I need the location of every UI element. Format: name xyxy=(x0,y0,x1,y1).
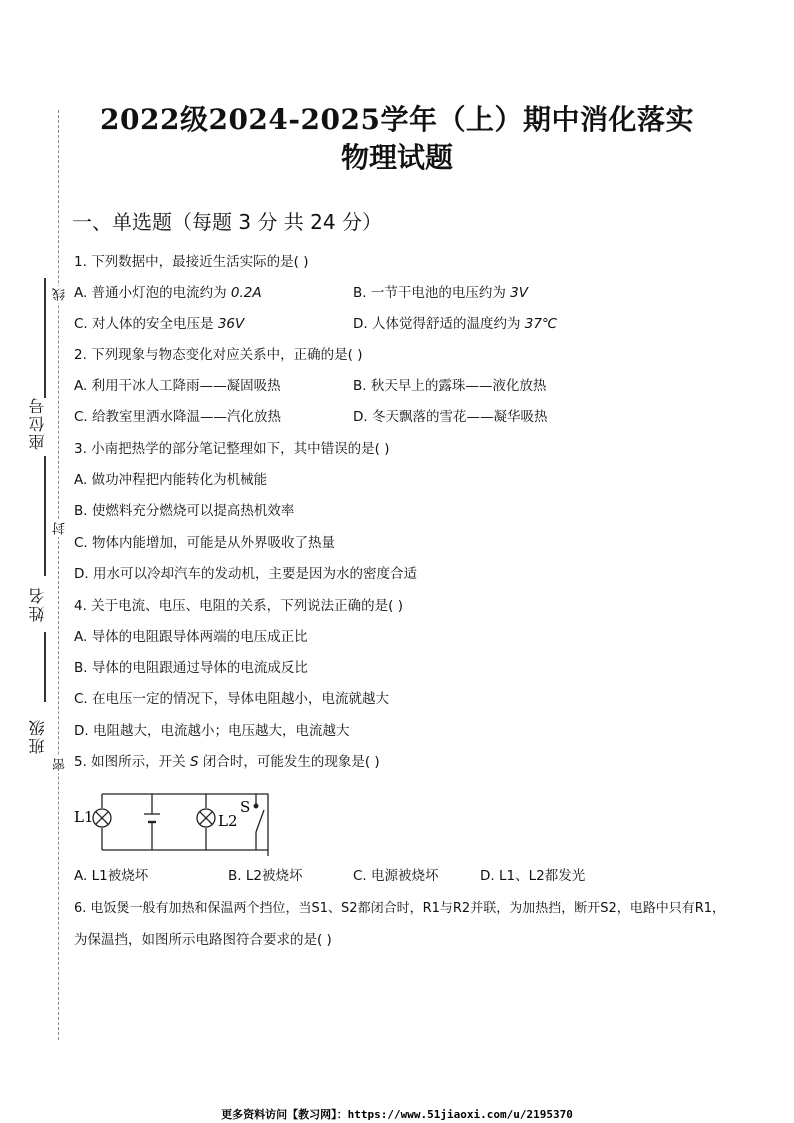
margin-mark-secret: 密 xyxy=(53,758,68,771)
q5-option-d: D. L1、L2都发光 xyxy=(480,868,586,884)
q1-option-c: C. 对人体的安全电压是 36V xyxy=(74,316,245,332)
q5-stem: 5. 如图所示，开关 S 闭合时，可能发生的现象是( ) xyxy=(74,754,380,770)
q4-option-d: D. 电阻越大，电流越小；电压越大，电流越大 xyxy=(74,723,350,739)
q6-stem-line2: 为保温挡，如图所示电路图符合要求的是( ) xyxy=(74,932,332,948)
q5-option-a: A. L1被烧坏 xyxy=(74,868,149,884)
q3-option-a: A. 做功冲程把内能转化为机械能 xyxy=(74,472,268,488)
q5-option-b: B. L2被烧坏 xyxy=(228,868,303,884)
circuit-label-l1: L1 xyxy=(74,808,94,826)
exam-title: 2022级2024-2025学年（上）期中消化落实 xyxy=(100,103,694,136)
circuit-label-l2: L2 xyxy=(218,812,238,830)
q3-option-b: B. 使燃料充分燃烧可以提高热机效率 xyxy=(74,503,295,519)
margin-rule-top xyxy=(44,278,46,398)
class-label: 班级 xyxy=(28,718,47,754)
q3-option-c: C. 物体内能增加，可能是从外界吸收了热量 xyxy=(74,535,336,551)
footer-link[interactable]: 更多资料访问【教习网】：https://www.51jiaoxi.com/u/2195370 xyxy=(221,1108,573,1121)
binding-dashed-line xyxy=(58,110,59,1040)
seat-number-label: 座位号 xyxy=(28,396,47,450)
q1-option-b: B. 一节干电池的电压约为 3V xyxy=(353,285,528,301)
q2-option-c: C. 给教室里洒水降温——汽化放热 xyxy=(74,409,282,425)
q4-option-a: A. 导体的电阻跟导体两端的电压成正比 xyxy=(74,629,308,645)
q2-stem: 2. 下列现象与物态变化对应关系中，正确的是( ) xyxy=(74,347,363,363)
q5-option-c: C. 电源被烧坏 xyxy=(353,868,439,884)
q4-option-c: C. 在电压一定的情况下，导体电阻越小，电流就越大 xyxy=(74,691,390,707)
q6-stem-line1: 6. 电饭煲一般有加热和保温两个挡位，当S1、S2都闭合时，R1与R2并联，为加热挡，断开S2，电路中只有R1， xyxy=(74,901,726,916)
margin-mark-line: 线 xyxy=(53,288,68,301)
q2-option-b: B. 秋天早上的露珠——液化放热 xyxy=(353,378,547,394)
q1-option-a: A. 普通小灯泡的电流约为 0.2A xyxy=(74,285,262,301)
exam-subtitle: 物理试题 xyxy=(340,141,453,174)
margin-mark-seal: 封 xyxy=(53,522,68,535)
q1-option-d: D. 人体觉得舒适的温度约为 37℃ xyxy=(353,316,558,332)
q2-option-a: A. 利用干冰人工降雨——凝固吸热 xyxy=(74,378,281,394)
q4-stem: 4. 关于电流、电压、电阻的关系，下列说法正确的是( ) xyxy=(74,598,403,614)
circuit-label-s: S xyxy=(240,798,251,816)
margin-rule-middle xyxy=(44,456,46,576)
q5-circuit-diagram xyxy=(74,786,274,856)
q1-stem: 1. 下列数据中，最接近生活实际的是( ) xyxy=(74,254,309,270)
name-label: 姓名 xyxy=(28,586,47,622)
q4-option-b: B. 导体的电阻跟通过导体的电流成反比 xyxy=(74,660,308,676)
q3-stem: 3. 小南把热学的部分笔记整理如下，其中错误的是( ) xyxy=(74,441,390,457)
margin-rule-bottom xyxy=(44,632,46,702)
switch-contact xyxy=(254,804,258,808)
q2-option-d: D. 冬天飘落的雪花——凝华吸热 xyxy=(353,409,548,425)
q3-option-d: D. 用水可以冷却汽车的发动机，主要是因为水的密度合适 xyxy=(74,566,417,582)
section-heading: 一、单选题（每题 3 分 共 24 分） xyxy=(72,210,382,234)
switch-blade xyxy=(256,810,264,832)
